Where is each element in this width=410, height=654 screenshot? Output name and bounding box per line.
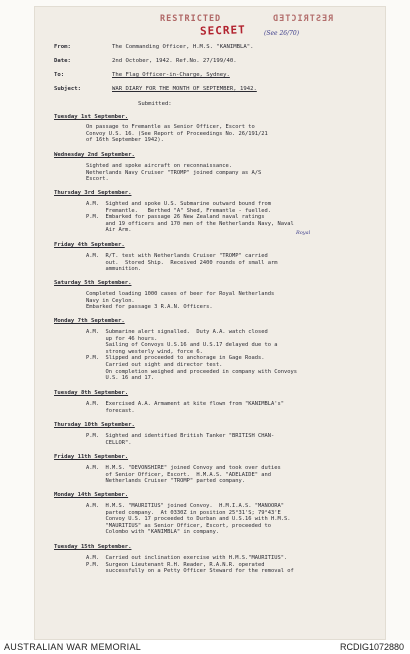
entry-body: A.M. Submarine alert signalled. Duty A.A. watch closed up for 46 hours. Sailing of Convoys U.S.16 and U.S.17 delayed due to a strong westerly wind, force 6. P.M. Slipped and proceeded to anchorage in Gage Roads. Carried out sight and director test. On completion weighed and proceeded in company with Convoys U.S. 16 and 17. xyxy=(86,329,297,382)
from-line xyxy=(54,44,253,51)
restricted-stamp: RESTRICTED xyxy=(160,14,222,24)
entry-body: A.M. H.M.S. "DEVONSHIRE" joined Convoy and took over duties of Senior Officer, Escort. H.M.A.S. "ADELAIDE" and Netherlands Cruiser "TROMP" parted company. xyxy=(86,465,281,485)
entry-heading: Tuesday 15th September. xyxy=(54,544,132,550)
handwritten-royal: Royal xyxy=(296,230,311,236)
submitted-label: Submitted: xyxy=(138,101,172,107)
entry-heading: Tuesday 1st September. xyxy=(54,114,129,120)
subject-line xyxy=(54,86,257,93)
entry-body: A.M. H.M.S. "MAURITIUS" joined Convoy. H.M.I.A.S. "MANOORA" parted company. At 0330Z in position 25°31'S; 79°43'E Convoy U.S. 17 proceeded to Durban and U.S.16 with H.M.S. "MAURITIUS" as Senior Officer, Escort, proceeded to Colombo with "KANIMBLA" in company. xyxy=(86,503,291,536)
entry-heading: Thursday 10th September. xyxy=(54,422,135,428)
entry-body: A.M. Carried out inclination exercise with H.M.S."MAURITIUS". P.M. Surgeon Lieutenant R.H. Reader, R.A.N.R. operated successfully on a Petty Officer Steward for the removal of xyxy=(86,555,294,575)
archive-footer xyxy=(0,640,410,654)
document-page xyxy=(34,6,386,640)
restricted-stamp-mirrored: RESTRICTED xyxy=(272,14,334,24)
archive-record-id: RCDIG1072880 xyxy=(339,642,404,652)
date-value: 2nd October, 1942. Ref.No. 27/199/40. xyxy=(112,58,237,64)
date-label: Date: xyxy=(54,58,71,64)
from-label: From: xyxy=(54,44,71,50)
entry-heading: Friday 11th September. xyxy=(54,454,129,460)
entry-heading: Thursday 3rd September. xyxy=(54,190,132,196)
entry-heading: Friday 4th September. xyxy=(54,242,125,248)
date-line xyxy=(54,58,237,65)
entry-heading: Tuesday 8th September. xyxy=(54,390,129,396)
entry-heading: Monday 7th September. xyxy=(54,318,125,324)
entry-heading: Wednesday 2nd September. xyxy=(54,152,135,158)
entry-body: P.M. Sighted and identified British Tanker "BRITISH CHAN- CELLOR". xyxy=(86,433,275,446)
handwritten-reference-note: (See 26/70) xyxy=(264,30,300,37)
archive-name: AUSTRALIAN WAR MEMORIAL xyxy=(4,642,142,652)
to-label: To: xyxy=(54,72,65,78)
from-value: The Commanding Officer, H.M.S. "KANIMBLA". xyxy=(112,44,254,50)
entry-body: Completed loading 1000 cases of beer for Royal Netherlands Navy in Ceylon. Embarked for passage 3 R.A.N. Officers. xyxy=(86,291,275,311)
entry-body: A.M. R/T. test with Netherlands Cruiser "TROMP" carried out. Stored Ship. Received 2400 rounds of small arm ammunition. xyxy=(86,253,278,273)
to-value: The Flag Officer-in-Charge, Sydney. xyxy=(112,72,230,78)
secret-stamp: SECRET xyxy=(199,23,246,38)
subject-label: Subject: xyxy=(54,86,81,92)
entry-heading: Saturday 5th September. xyxy=(54,280,132,286)
entry-body: Sighted and spoke aircraft on reconnaissance. Netherlands Navy Cruiser "TROMP" joined company as A/S Escort. xyxy=(86,163,262,183)
entry-body: A.M. Exercised A.A. Armament at kite flown from "KANIMBLA's" forecast. xyxy=(86,401,284,414)
entry-heading: Monday 14th September. xyxy=(54,492,129,498)
entry-body: On passage to Fremantle as Senior Officer, Escort to Convoy U.S. 16. (See Report of Proceedings No. 26/191/21 of 16th September 1942). xyxy=(86,124,268,144)
subject-value: WAR DIARY FOR THE MONTH OF SEPTEMBER, 1942. xyxy=(112,86,257,92)
to-line xyxy=(54,72,230,79)
entry-body: A.M. Sighted and spoke U.S. Submarine outward bound from Fremantle. Berthed "A" Shed, Fremantle - fuelled. P.M. Embarked for passage 26 New Zealand naval ratings and 19 officers and 170 men of the Netherlands Navy, Naval Air Arm. xyxy=(86,201,294,234)
